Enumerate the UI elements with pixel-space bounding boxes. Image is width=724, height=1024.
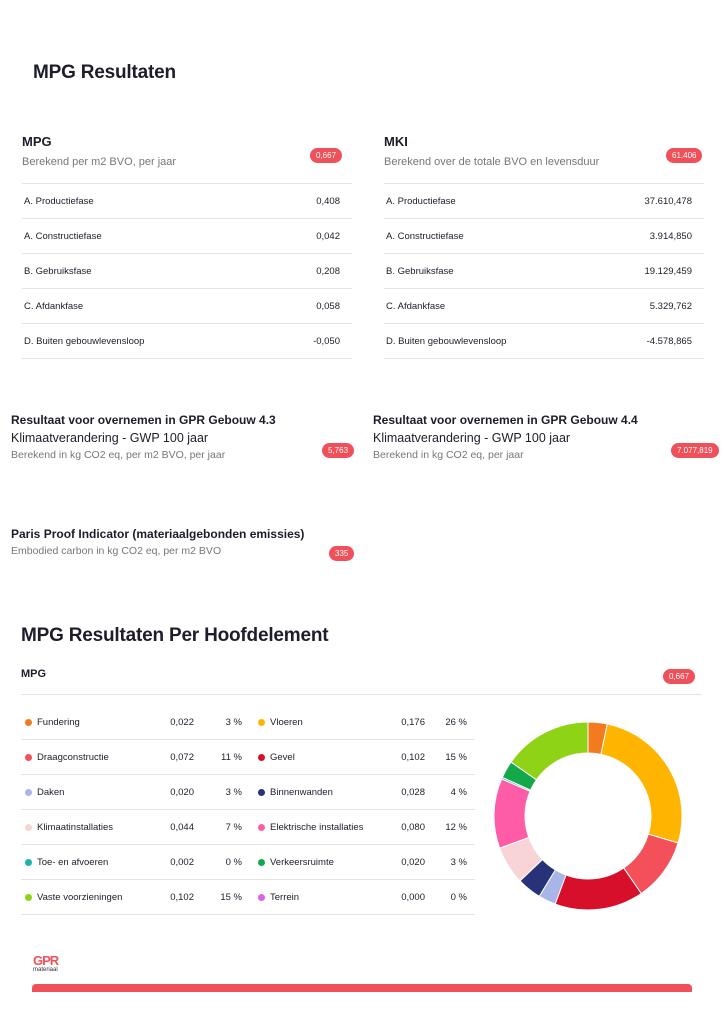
legend-dot-icon — [258, 824, 265, 831]
mki-row-value: 5.329,762 — [649, 300, 692, 312]
element-label: Elektrische installaties — [270, 822, 364, 833]
element-percentage: 11 % — [221, 752, 242, 763]
gpr44-title: Resultaat voor overnemen in GPR Gebouw 4.4 — [373, 413, 638, 427]
paris-proof-indicator — [11, 527, 356, 557]
mki-row — [384, 323, 704, 359]
element-value: 0,176 — [401, 717, 425, 728]
paris-note: Embodied carbon in kg CO2 eq, per m2 BVO — [11, 545, 222, 557]
element-percentage: 26 % — [445, 717, 467, 728]
mpg-row-value: -0,050 — [313, 335, 340, 347]
mki-row-label: D. Buiten gebouwlevensloop — [386, 335, 507, 347]
element-label: Klimaatinstallaties — [37, 822, 114, 833]
element-value: 0,028 — [401, 787, 425, 798]
per-element-badge: 0,667 — [663, 669, 695, 684]
element-value: 0,002 — [170, 857, 194, 868]
element-label: Verkeersruimte — [270, 857, 334, 868]
mki-row-label: A. Productiefase — [386, 195, 456, 207]
element-row — [21, 740, 475, 775]
element-row — [21, 775, 475, 810]
mki-row — [384, 218, 704, 253]
donut-slice-vloeren — [601, 724, 682, 843]
element-value: 0,102 — [170, 892, 194, 903]
mki-row — [384, 288, 704, 323]
mki-row — [384, 253, 704, 288]
element-table — [21, 705, 475, 915]
element-percentage: 4 % — [450, 787, 467, 798]
element-percentage: 3 % — [225, 717, 242, 728]
per-element-title: MPG — [21, 668, 47, 680]
mki-card — [384, 128, 704, 358]
gpr44-subtitle: Klimaatverandering - GWP 100 jaar — [373, 431, 571, 445]
mpg-card — [22, 128, 352, 358]
gpr43-subtitle: Klimaatverandering - GWP 100 jaar — [11, 431, 209, 445]
gpr43-note: Berekend in kg CO2 eq, per m2 BVO, per jaar — [11, 449, 226, 461]
mpg-row-label: A. Productiefase — [24, 195, 94, 207]
element-row — [21, 880, 475, 915]
gpr-logo — [33, 955, 58, 974]
element-label: Fundering — [37, 717, 80, 728]
mpg-row-label: A. Constructiefase — [24, 230, 102, 242]
mki-row-label: C. Afdankfase — [386, 300, 446, 312]
mpg-row — [22, 183, 352, 218]
element-value: 0,020 — [401, 857, 425, 868]
gpr44-note: Berekend in kg CO2 eq, per jaar — [373, 449, 524, 461]
legend-dot-icon — [25, 859, 32, 866]
gpr43-result — [11, 413, 351, 461]
mpg-rows — [22, 183, 352, 359]
mpg-row — [22, 253, 352, 288]
donut-slice-gevel — [555, 868, 641, 910]
mpg-row — [22, 218, 352, 253]
element-percentage: 7 % — [225, 822, 242, 833]
element-value: 0,072 — [170, 752, 194, 763]
mpg-row-value: 0,042 — [316, 230, 340, 242]
element-label: Toe- en afvoeren — [37, 857, 109, 868]
mki-row — [384, 183, 704, 218]
element-row — [21, 705, 475, 740]
mpg-row-label: C. Afdankfase — [24, 300, 84, 312]
legend-dot-icon — [25, 719, 32, 726]
mpg-row-value: 0,058 — [316, 300, 340, 312]
mki-row-value: -4.578,865 — [646, 335, 692, 347]
mki-total-badge: 61.406 — [666, 148, 702, 163]
legend-dot-icon — [25, 894, 32, 901]
element-label: Daken — [37, 787, 65, 798]
gpr44-badge: 7.077,819 — [671, 443, 719, 458]
mki-row-value: 37.610,478 — [644, 195, 692, 207]
mpg-row-label: B. Gebruiksfase — [24, 265, 92, 277]
element-percentage: 15 % — [445, 752, 467, 763]
element-label: Vloeren — [270, 717, 303, 728]
element-value: 0,102 — [401, 752, 425, 763]
element-label: Vaste voorzieningen — [37, 892, 123, 903]
legend-dot-icon — [258, 789, 265, 796]
element-value: 0,044 — [170, 822, 194, 833]
page-title: MPG Resultaten — [33, 62, 176, 83]
per-element-heading: MPG Resultaten Per Hoofdelement — [21, 625, 329, 646]
element-label: Terrein — [270, 892, 300, 903]
footer-bar — [32, 984, 692, 992]
element-percentage: 3 % — [225, 787, 242, 798]
paris-title: Paris Proof Indicator (materiaalgebonden emissies) — [11, 527, 305, 541]
mki-row-value: 3.914,850 — [649, 230, 692, 242]
mki-row-label: A. Constructiefase — [386, 230, 464, 242]
mpg-total-badge: 0,667 — [310, 148, 342, 163]
legend-dot-icon — [25, 789, 32, 796]
donut-chart — [492, 720, 684, 912]
element-percentage: 15 % — [220, 892, 242, 903]
element-value: 0,020 — [170, 787, 194, 798]
mpg-row — [22, 288, 352, 323]
element-label: Draagconstructie — [37, 752, 109, 763]
logo-subtext: materiaal — [33, 967, 58, 973]
element-label: Binnenwanden — [270, 787, 333, 798]
element-percentage: 3 % — [450, 857, 467, 868]
gpr43-title: Resultaat voor overnemen in GPR Gebouw 4.3 — [11, 413, 276, 427]
element-row — [21, 810, 475, 845]
mpg-card-title: MPG — [22, 134, 52, 149]
paris-badge: 335 — [329, 546, 354, 561]
legend-dot-icon — [258, 754, 265, 761]
mpg-row-value: 0,408 — [316, 195, 340, 207]
element-row — [21, 845, 475, 880]
legend-dot-icon — [25, 824, 32, 831]
legend-dot-icon — [25, 754, 32, 761]
gpr44-result — [373, 413, 713, 461]
element-percentage: 0 % — [450, 892, 467, 903]
mpg-row — [22, 323, 352, 359]
element-percentage: 12 % — [445, 822, 467, 833]
legend-dot-icon — [258, 859, 265, 866]
element-label: Gevel — [270, 752, 295, 763]
mpg-row-label: D. Buiten gebouwlevensloop — [24, 335, 145, 347]
logo-mark: GPR — [33, 953, 59, 968]
element-value: 0,000 — [401, 892, 425, 903]
mki-row-label: B. Gebruiksfase — [386, 265, 454, 277]
legend-dot-icon — [258, 719, 265, 726]
mpg-card-subtitle: Berekend per m2 BVO, per jaar — [22, 156, 177, 168]
divider — [21, 694, 702, 695]
element-percentage: 0 % — [225, 857, 242, 868]
element-value: 0,080 — [401, 822, 425, 833]
mki-card-title: MKI — [384, 134, 408, 149]
legend-dot-icon — [258, 894, 265, 901]
mki-rows — [384, 183, 704, 359]
mki-card-subtitle: Berekend over de totale BVO en levensduur — [384, 156, 600, 168]
element-value: 0,022 — [170, 717, 194, 728]
mki-row-value: 19.129,459 — [644, 265, 692, 277]
gpr43-badge: 5,763 — [322, 443, 354, 458]
mpg-row-value: 0,208 — [316, 265, 340, 277]
